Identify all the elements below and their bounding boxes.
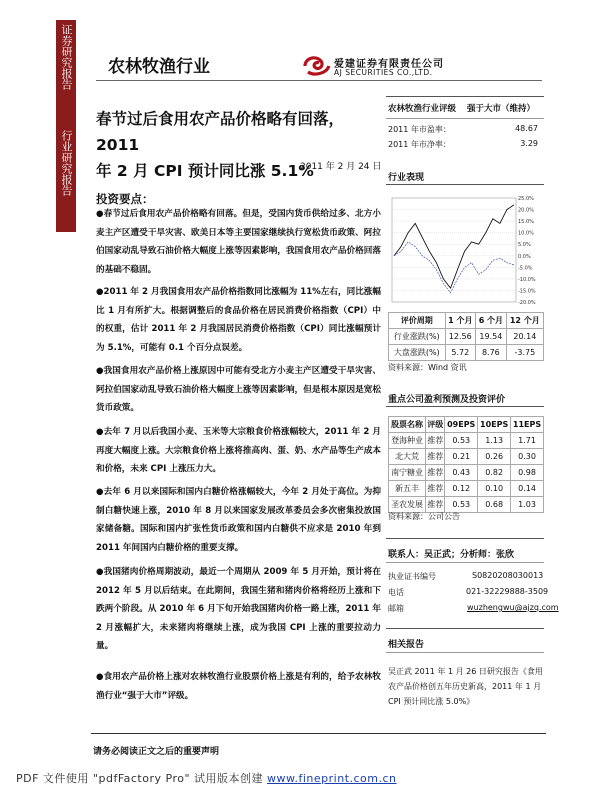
table-cell: -3.75 [506, 345, 543, 361]
performance-chart [388, 194, 544, 306]
table-header-row [389, 313, 544, 329]
table-header-cell: 10EPS [478, 417, 511, 433]
paragraph: ●2011 年 2 月我国食用农产品价格指数同比涨幅为 11%左右，同比涨幅比 1 月有所扩大。根据调整后的食品价格在居民消费价格指数（CPI）中的权重，估计 2011 年 2 月我国居民消费价格指数（CPI）同比涨幅预计为 5.1%，可能有 0.1 个百分点误差。 [96, 287, 381, 353]
chart-y-tick-label: 0.0% [518, 253, 531, 260]
sidebar-top-text: 证券研究报告 [60, 24, 73, 90]
table-header-cell: 1 个月 [445, 313, 476, 329]
investment-points-title: 投资要点： [96, 192, 154, 206]
table-cell: 0.30 [511, 449, 544, 465]
company-logo-icon [302, 52, 332, 78]
related-title: 相关报告 [388, 640, 425, 650]
rating-rule [386, 118, 544, 119]
table-cell: 0.43 [445, 465, 478, 481]
table-row [389, 345, 544, 361]
table-cell: 0.82 [478, 465, 511, 481]
pe-row [388, 124, 542, 135]
chart-y-tick-label: -10.0% [518, 276, 536, 283]
chart-y-tick-label: 20.0% [518, 207, 534, 214]
header-divider [96, 80, 542, 81]
chart-y-tick-label: -20.0% [518, 300, 536, 306]
chart-y-tick-label: 5.0% [518, 242, 531, 249]
forecast-rule [386, 406, 544, 407]
table-cell: 推荐 [426, 465, 445, 481]
table-header-cell: 09EPS [445, 417, 478, 433]
paragraph: ●食用农产品价格上涨对农林牧渔行业股票价格上涨是有利的，给予农林牧渔行业“强于大市”评级。 [96, 672, 381, 701]
phone-label: 电话 [388, 588, 404, 597]
pb-label: 2011 年市净率： [388, 140, 451, 149]
table-cell: 北大荒 [389, 449, 426, 465]
table-cell: 行业涨跌(%) [389, 329, 446, 345]
contact-title: 联系人：吴正武；分析师：张欣 [388, 550, 515, 560]
footer-url-link[interactable]: www.fineprint.com.cn [267, 772, 397, 785]
table-cell: 登海种业 [389, 433, 426, 449]
industry-name: 农林牧渔行业 [108, 57, 210, 77]
table-header-cell: 评级 [426, 417, 445, 433]
table-row [389, 329, 544, 345]
related-report-text: 吴正武 2011 年 1 月 26 日研究报告《食用农产品价格创五年历史新高，2011 年 1 月 CPI 预计同比涨 5.0%》 [388, 667, 543, 706]
rating-value: 强于大市（维持） [466, 104, 535, 114]
pb-value: 3.29 [520, 139, 538, 148]
table-cell: 推荐 [426, 497, 445, 513]
table-cell: 19.54 [476, 329, 507, 345]
table-cell: 20.14 [506, 329, 543, 345]
chart-y-tick-label: 10.0% [518, 230, 534, 237]
table-row [389, 465, 544, 481]
table-cell: 大盘涨跌(%) [389, 345, 446, 361]
chart-y-tick-label: 15.0% [518, 219, 534, 226]
report-date: 2011 年 2 月 24 日 [300, 162, 382, 172]
forecast-table [388, 416, 544, 513]
paragraph: ●去年 6 月以来国际和国内白糖价格涨幅较大，今年 2 月处于高位。为抑制白糖快速上涨，2010 年 8 月以来国家发展改革委员会多次密集投放国家储备糖。国际和国内扩张性货币政策和国内白糖供不应求是 2010 年到 2011 年间国内白糖价格的重要支撑。 [96, 487, 381, 553]
table-cell: 8.76 [476, 345, 507, 361]
email-label: 邮箱 [388, 604, 404, 613]
table-cell: 1.71 [511, 433, 544, 449]
sidebar-bottom-text: 行业研究报告 [60, 130, 73, 196]
table-row [389, 433, 544, 449]
table-cell: 0.53 [445, 433, 478, 449]
performance-title: 行业表现 [388, 173, 425, 183]
pe-label: 2011 年市盈率： [388, 125, 451, 134]
table-cell: 0.10 [478, 481, 511, 497]
table-cell: 0.14 [511, 481, 544, 497]
pe-value: 48.67 [515, 124, 538, 133]
report-title-line1: 春节过后食用农产品价格略有回落，2011 [96, 110, 345, 154]
performance-rule [386, 184, 544, 185]
table-cell: 圣农发展 [389, 497, 426, 513]
chart-series-line [394, 205, 514, 288]
cert-label: 执业证书编号 [388, 572, 436, 581]
related-top-rule [386, 628, 544, 629]
pdf-footer [16, 770, 397, 786]
table-header-cell: 12 个月 [506, 313, 543, 329]
paragraph: ●我国猪肉价格周期波动，最近一个周期从 2009 年 5 月开始，预计将在 2012 年 5 月以后结束。在此期间，我国生猪和猪肉价格将经历上涨和下跌两个阶段。从 2010 年 6 月下旬开始我国猪肉价格一路上涨，2011 年 2 月涨幅扩大，未来猪肉将继续上涨，成为我国 CPI 上涨的重要拉动力量。 [96, 567, 381, 651]
table-cell: 推荐 [426, 433, 445, 449]
footer-divider [91, 733, 546, 734]
paragraph: ●我国食用农产品价格上涨原因中可能有受北方小麦主产区遭受干旱灾害、阿拉伯国家动乱导致石油价格大幅度上涨等因素影响，但是根本原因是宽松货币政策。 [96, 366, 381, 413]
chart-y-tick-label: -15.0% [518, 288, 536, 295]
contact-rule [386, 562, 544, 563]
email-link[interactable]: wuzhengwu@ajzq.com [467, 603, 559, 612]
performance-source: 资料来源：Wind 资讯 [388, 363, 467, 372]
table-cell: 1.13 [478, 433, 511, 449]
performance-table [388, 312, 544, 361]
report-type-sidebar [56, 20, 76, 232]
report-title [96, 106, 382, 184]
table-cell: 1.03 [511, 497, 544, 513]
pb-row [388, 139, 542, 150]
paragraph: ●去年 7 月以后我国小麦、玉米等大宗粮食价格涨幅较大，2011 年 2 月再度大幅度上涨。大宗粮食价格上涨将推高肉、蛋、奶、水产品等生产成本和价格，未来 CPI 上涨压力大。 [96, 427, 381, 474]
table-cell: 南宁糖业 [389, 465, 426, 481]
paragraph: ●春节过后食用农产品价格略有回落。但是，受国内货币供给过多、北方小麦主产区遭受干旱灾害、欧美日本等主要国家继续执行宽松货币政策、阿拉伯国家动乱导致石油价格大幅度上涨等因素影响，我国食用农产品价格回落的基础不稳固。 [96, 209, 381, 275]
footer-text: PDF 文件使用 "pdfFactory Pro" 试用版本创建 [16, 772, 268, 785]
table-cell: 推荐 [426, 481, 445, 497]
table-cell: 0.21 [445, 449, 478, 465]
forecast-source: 资料来源：公司公告 [388, 512, 460, 521]
cert-value: S0820208030013 [472, 571, 544, 580]
table-row [389, 449, 544, 465]
table-row [389, 481, 544, 497]
report-title-line2: 年 2 月 CPI 预计同比涨 5.1% [96, 162, 314, 180]
chart-y-tick-label: -5.0% [518, 265, 533, 272]
table-cell: 推荐 [426, 449, 445, 465]
disclaimer: 请务必阅读正文之后的重要声明 [93, 747, 220, 757]
rating-row [388, 102, 543, 114]
table-header-cell: 评价周期 [389, 313, 446, 329]
table-cell: 0.53 [445, 497, 478, 513]
rating-top-rule [386, 96, 544, 97]
forecast-title: 重点公司盈利预测及投资评价 [388, 395, 506, 405]
table-header-cell: 股票名称 [389, 417, 426, 433]
rating-label: 农林牧渔行业评级 [388, 104, 457, 114]
table-header-row [389, 417, 544, 433]
table-cell: 新五丰 [389, 481, 426, 497]
table-header-cell: 11EPS [511, 417, 544, 433]
related-rule [386, 652, 544, 653]
contact-top-rule [386, 538, 544, 539]
company-name-en: AJ SECURITIES CO.,LTD. [334, 68, 433, 77]
company-name-cn: 爱建证券有限责任公司 [334, 59, 444, 70]
table-cell: 0.68 [478, 497, 511, 513]
table-header-cell: 6 个月 [476, 313, 507, 329]
phone-value: 021-32229888-3509 [466, 587, 549, 596]
table-cell: 0.98 [511, 465, 544, 481]
table-cell: 12.56 [445, 329, 476, 345]
table-cell: 0.12 [445, 481, 478, 497]
table-cell: 5.72 [445, 345, 476, 361]
table-cell: 0.26 [478, 449, 511, 465]
chart-y-tick-label: 25.0% [518, 196, 534, 202]
